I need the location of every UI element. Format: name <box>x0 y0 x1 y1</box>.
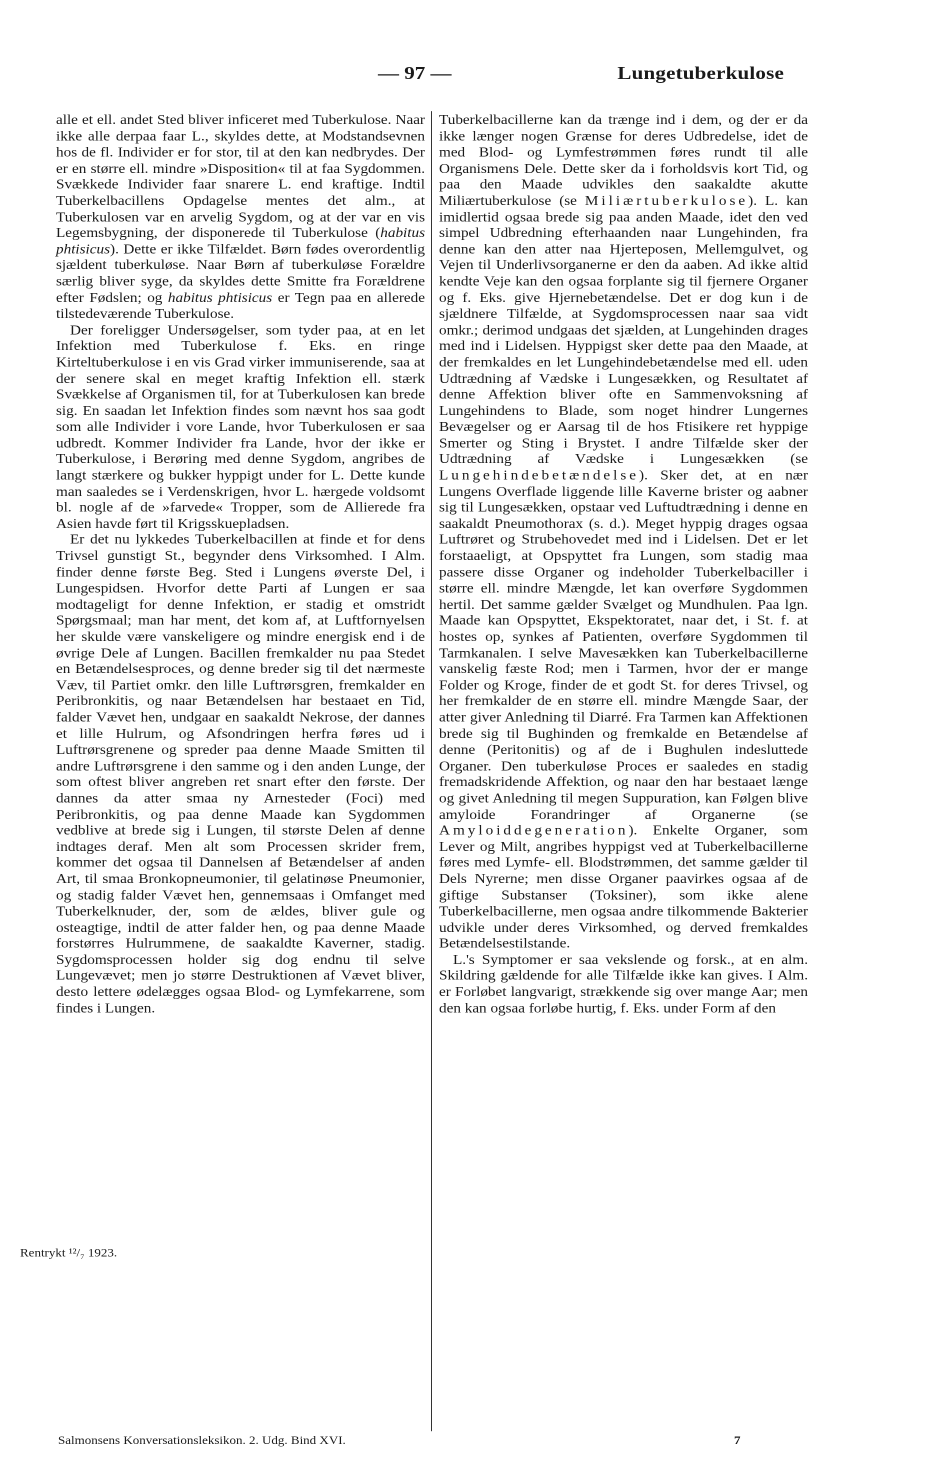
cross-reference: Lungehindebetændelse <box>439 468 640 483</box>
left-paragraph-1 <box>56 113 425 323</box>
source-line: Salmonsens Konversationsleksikon. 2. Udg. Bind XVI. <box>58 1433 346 1447</box>
column-divider <box>431 111 432 1431</box>
reprint-note: Rentrykt ¹²/₇ 1923. <box>20 1246 118 1260</box>
text-run: ). L. kan imidlertid ogsaa brede sig paa anden Maade, idet den ved simpel Udbredning efterhaanden naar Lungehinden, fra denne kan den atter naa Hjerteposen, Mellemgulvet, og Vejen til Underlivsorganerne er den da aaben. Ad ikke altid kendte Veje kan den ogsaa forplante sig til fjernere Organer og f. Eks. give Hjernebetændelse. Det er dog kun i de sjældnere Tilfælde, at Sygdomsprocessen naar saa vidt omkr.; derimod undgaas det sjælden, at Lungehinden drages med ind i Lidelsen. Hyppigst sker dette paa den Maade, at der fremkaldes en let Lungehindebetændelse med ell. uden Udtrædning af Vædske i Lungesækken, og Resultatet af denne Affektion bliver ofte en Sammenvoksning af Lungehindens to Blade, som noget hindrer Lungernes Bevægelser og er Aarsag til de hos Ftisikere ret hyppige Smerter og Sting i Brystet. I andre Tilfælde sker der Udtrædning af Vædske i Lungesækken (se <box>439 193 808 467</box>
page-number: — 97 — <box>378 62 452 84</box>
text-run: er Tegn paa en allerede tilstedeværende Tuberkulose. <box>56 290 425 322</box>
text-run: ). Dette er ikke Tilfældet. Børn fødes overordentlig sjældent tuberkuløse. Naar Børn af tuberkuløse Forældre særlig bliver syge, da skyldes dette Smitte fra Forældrene efter Fødslen; og <box>56 242 425 306</box>
cross-reference: Amyloiddegeneration <box>439 823 629 839</box>
italic-term: habitus phtisicus <box>167 290 273 306</box>
right-paragraph-1 <box>439 113 808 953</box>
italic-term: habitus phtisicus <box>56 225 425 257</box>
right-paragraph-2: L.'s Symptomer er saa vekslende og forsk., at en alm. Skildring gældende for alle Tilfælde ikke kan gives. I Alm. er Forløbet langvarigt, strækkende sig over mange Aar; men den kan ogsaa forløbe hurtig, f. Eks. under Form af den <box>439 952 808 1016</box>
left-paragraph-3: Er det nu lykkedes Tuberkelbacillen at finde et for dens Trivsel gunstigt St., begynder dens Virksomhed. I Alm. finder denne første Beg. Sted i Lungens øverste Del, i Lungespidsen. Hvorfor dette Parti af Lungen er saa modtageligt for denne Infektion, er stadig et omstridt Spørgsmaal; man har ment, det kom af, at Luftfornyelsen her skulde være vanskeligere og mindre energisk end i de øvrige Dele af Lungen. Bacillen fremkalder nu paa Stedet en Betændelsesproces, og denne breder sig til det nærmeste Væv, til Partiet omkr. den lille Luftrørsgren, fremkalder en Peribronkitis, og naar Betændelsen har bestaaet en Tid, falder Vævet hen, undgaar en saakaldt Nekrose, der dannes et lille Hulrum, og Afsondringen herfra føres ud i Luftrørsgrenene og spreder paa denne Maade Smitten til andre Luftrørsgrene i den samme og i den anden Lunge, der som oftest bliver angreben ret snart efter den første. Der dannes da atter smaa ny Arnesteder (Foci) med Peribronkitis, og paa denne Maade kan Sygdommen vedblive at brede sig i Lungen, til største Delen af denne indtages deraf. Men alt som Processen skrider frem, kommer det ogsaa til Dannelsen af Betændelser af anden Art, til smaa Bronkopneumonier, til gelatinøse Pneumonier, og stadig falder Vævet hen, gennemsaas i Omfanget med Tuberkelknuder, der, som de ældes, bliver gule og osteagtige, indtil de atter falder hen, og paa denne Maade forstørres Hulrummene, de saakaldte Kaverner, stadig. Sygdomsprocessen holder sig dog endnu til selve Lungevævet; men jo større Destruktionen af Vævet bliver, desto lettere ødelægges ogsaa Blod- og Lymfekarrene, som findes i Lungen. <box>56 532 425 1016</box>
cross-reference: Miliærtuberkulose <box>584 193 749 209</box>
text-run: alle et ell. andet Sted bliver inficeret med Tuberkulose. Naar ikke alle derpaa faar L., skyldes dette, at Modstandsevnen hos de fl. Individer er for stor, til at den kan nedbrydes. Der er en større ell. mindre »Disposition« til at faa Sygdommen. Svækkede Individer faar snarere L. end kraftige. Indtil Tuberkelbacillens Opdagelse mentes det alm., at Tuberkulosen var en arvelig Sygdom, og at der var en vis Legemsbygning, der disponerede til Tuberkulose ( <box>56 112 425 241</box>
left-paragraph-2: Der foreligger Undersøgelser, som tyder paa, at en let Infektion med Tuberkulose f. Eks. en ringe Kirteltuberkulose i en vis Grad virker immuniserende, saa at der senere skal en meget kraftig Infektion ell. stærk Svækkelse af Organismen til, for at Tuberkulosen kan brede sig. En saadan let Infektion findes som nævnt hos saa godt som alle Individer i vore Lande, hvor Tuberkulosen er saa udbredt. Kommer Individer fra Lande, hvor der ikke er Tuberkulose, i Berøring med denne Sygdom, angribes de langt stærkere og bukker hyppigt under for L. Dette kunde man saaledes se i Verdenskrigen, hvor L. hærgede voldsomt bl. nogle af de »farvede« Tropper, som de Allierede fra Asien havde ført til Krigsskuepladsen. <box>56 322 425 532</box>
page-header <box>0 63 928 89</box>
signature-mark: 7 <box>734 1433 741 1447</box>
text-run: ). Enkelte Organer, som Lever og Milt, angribes hyppigst ved at Tuberkelbacillerne føres med Lymfe- ell. Blodstrømmen, det samme gælder til Dels Nyrerne; men disse Organer paavirkes ogsaa af de giftige Substanser (Toksiner), som ikke alene Tuberkelbacillerne, men ogsaa andre tilkommende Bakterier udvikle under deres Virksomhed, og derved fremkaldes Betændelsestilstande. <box>439 823 808 952</box>
left-column <box>56 113 425 1017</box>
right-column <box>439 113 808 1017</box>
text-run: Tuberkelbacillerne kan da trænge ind i dem, og der er da ikke længer nogen Grænse for deres Udbredelse, idet de med Blod- og Lymfestrømmen føres rundt til alle Organismens Dele. Dette sker da i forholdsvis kort Tid, og paa den Maade udvikles den saakaldte akutte Miliærtuberkulose (se <box>439 112 808 209</box>
page-footer <box>58 1434 808 1448</box>
text-run: ). Sker det, at en nær Lungens Overflade liggende lille Kaverne brister og aabner sig til Lungesækken, opstaar ved Luftudtrædning i denne en saakaldt Pneumothorax (s. d.). Meget hyppig drages ogsaa Luftrøret og Strubehovedet med ind i Lidelsen. Det er let forstaaeligt, at Opspyttet fra Lungen, som stadig maa passere disse Organer og indeholder Tuberkelbaciller i større ell. mindre Mængde, let kan overføre Sygdommen hertil. Det samme gælder Svælget og Mundhulen. Paa lgn. Maade kan Opspyttet, Ekspektoratet, naar det, i St. f. at hostes op, synkes af Patienten, overføre Sygdommen til Tarmkanalen. I selve Mavesækken kan Tuberkelbacillerne vanskelig fæste Rod; men i Tarmen, hvor der er mange Folder og Kroge, finder de et godt St. for deres Trivsel, og her fremkalder de en større ell. mindre Mængde Saar, der atter giver Anledning til Diarré. Fra Tarmen kan Affektionen brede sig til Bughinden og fremkalde en Betændelse af denne (Peritonitis) og af de i Bughulen indesluttede Organer. Den tuberkuløse Proces er saaledes en stadig fremadskridende Affektion, og naar den har bestaaet længe og givet Anledning til megen Suppuration, kan Følgen blive amyloide Forandringer af Organerne (se <box>439 468 808 823</box>
running-head: Lungetuberkulose <box>617 62 784 84</box>
